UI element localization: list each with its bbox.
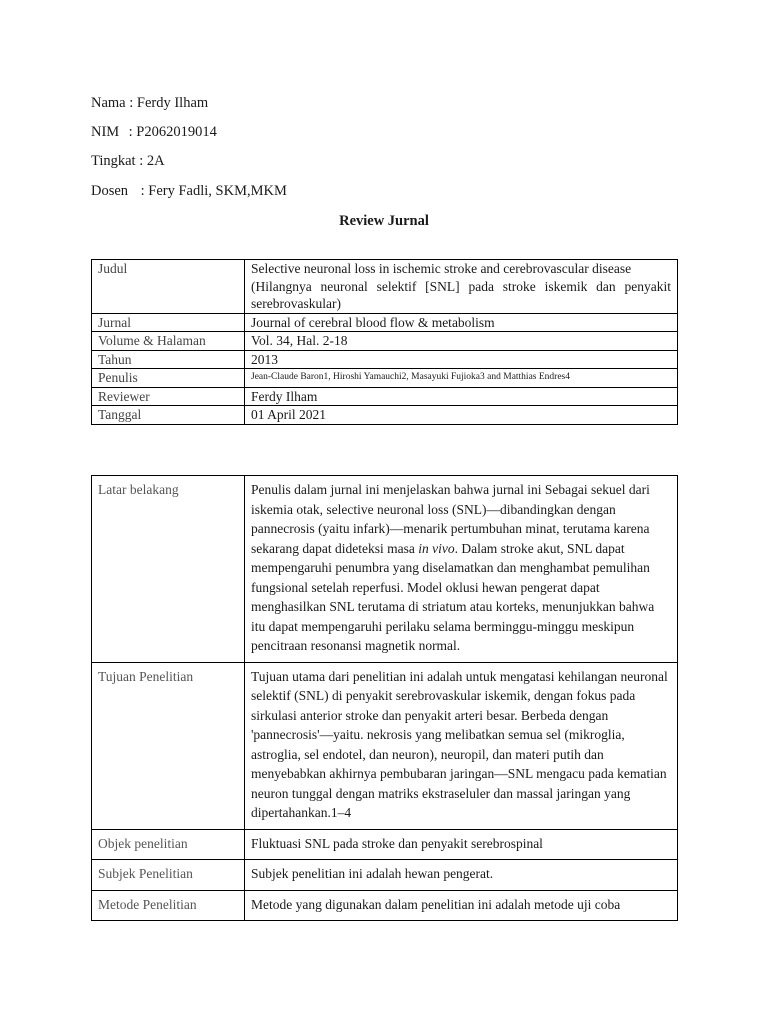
tingkat-line [91, 152, 165, 170]
nim-line [91, 123, 217, 141]
dosen-value: : Fery Fadli, SKM,MKM [140, 183, 287, 199]
volume-value: Vol. 34, Hal. 2-18 [245, 332, 678, 351]
tujuan-text: Tujuan utama dari penelitian ini adalah untuk mengatasi kehilangan neuronal selektif (SNL) di penyakit serebrovaskular iskemik, dengan fokus pada sirkulasi anterior stroke dan penyakit arteri besar. Berbeda dengan 'pannecrosis'—yaitu. nekrosis yang melibatkan semua sel (mikroglia, astroglia, sel endotel, dan neuron), neuropil, dan materi putih dan menyebabkan akhirnya pembubaran jaringan—SNL mengacu pada kematian neuron tunggal dengan matriks ekstraseluler dan massal jaringan yang dipertahankan.1–4 [245, 662, 678, 829]
latar-belakang-text [245, 476, 678, 663]
table-row [92, 350, 678, 369]
latar-belakang-label: Latar belakang [92, 476, 245, 663]
tingkat-label: Tingkat [91, 153, 136, 169]
nama-value: : Ferdy Ilham [129, 95, 209, 111]
dosen-line [91, 182, 287, 200]
table-row [92, 662, 678, 829]
volume-label: Volume & Halaman [92, 332, 245, 351]
latar-text-italic: in vivo [418, 540, 455, 556]
nim-value: : P2062019014 [128, 124, 217, 140]
jurnal-label: Jurnal [92, 313, 245, 332]
jurnal-value: Journal of cerebral blood flow & metabolism [245, 313, 678, 332]
objek-label: Objek penelitian [92, 829, 245, 860]
tahun-value: 2013 [245, 350, 678, 369]
table-row [92, 860, 678, 891]
dosen-label: Dosen [91, 183, 129, 199]
table-row [92, 260, 678, 314]
tahun-label: Tahun [92, 350, 245, 369]
tanggal-label: Tanggal [92, 406, 245, 425]
metode-label: Metode Penelitian [92, 890, 245, 921]
nim-label: NIM [91, 124, 120, 140]
judul-label: Judul [92, 260, 245, 314]
penulis-label: Penulis [92, 369, 245, 388]
nama-label: Nama [91, 95, 126, 111]
latar-text-part-2: . Dalam stroke akut, SNL dapat mempengaruhi penumbra yang diselamatkan dan menghambat pemulihan fungsional setelah reperfusi. Model oklusi hewan pengerat dapat menghasilkan SNL terutama di striatum atau korteks, menunjukkan bahwa itu dapat mempengaruhi perilaku selama berminggu-minggu meskipun pencitraan resonansi magnetik normal. [251, 540, 655, 653]
table-row [92, 313, 678, 332]
nama-line [91, 94, 208, 112]
judul-english: Selective neuronal loss in ischemic stroke and cerebrovascular disease [251, 261, 632, 276]
objek-text: Fluktuasi SNL pada stroke dan penyakit serebrospinal [245, 829, 678, 860]
reviewer-label: Reviewer [92, 387, 245, 406]
judul-cell [245, 260, 678, 314]
latar-text-part-1: Penulis dalam jurnal ini menjelaskan bahwa jurnal ini Sebagai sekuel dari iskemia otak, selective neuronal loss (SNL)—dibandingkan dengan pannecrosis (yaitu infark)—menarik pertumbuhan minat, terutama karena sekarang dapat dideteksi masa [251, 482, 650, 556]
journal-identity-table [91, 259, 678, 425]
tanggal-value: 01 April 2021 [245, 406, 678, 425]
table-row [92, 829, 678, 860]
penulis-value: Jean-Claude Baron1, Hiroshi Yamauchi2, Masayuki Fujioka3 and Matthias Endres4 [245, 369, 678, 388]
table-row [92, 406, 678, 425]
table-row [92, 369, 678, 388]
table-row [92, 387, 678, 406]
reviewer-value: Ferdy Ilham [245, 387, 678, 406]
subjek-text: Subjek penelitian ini adalah hewan pengerat. [245, 860, 678, 891]
tujuan-label: Tujuan Penelitian [92, 662, 245, 829]
table-row [92, 332, 678, 351]
table-row [92, 476, 678, 663]
review-content-table [91, 475, 678, 921]
subjek-label: Subjek Penelitian [92, 860, 245, 891]
document-title: Review Jurnal [339, 213, 429, 229]
table-row [92, 890, 678, 921]
judul-indonesian: (Hilangnya neuronal selektif [SNL] pada stroke iskemik dan penyakit serebrovaskular) [251, 278, 671, 311]
metode-text: Metode yang digunakan dalam penelitian ini adalah metode uji coba [245, 890, 678, 921]
tingkat-value: : 2A [139, 153, 165, 169]
